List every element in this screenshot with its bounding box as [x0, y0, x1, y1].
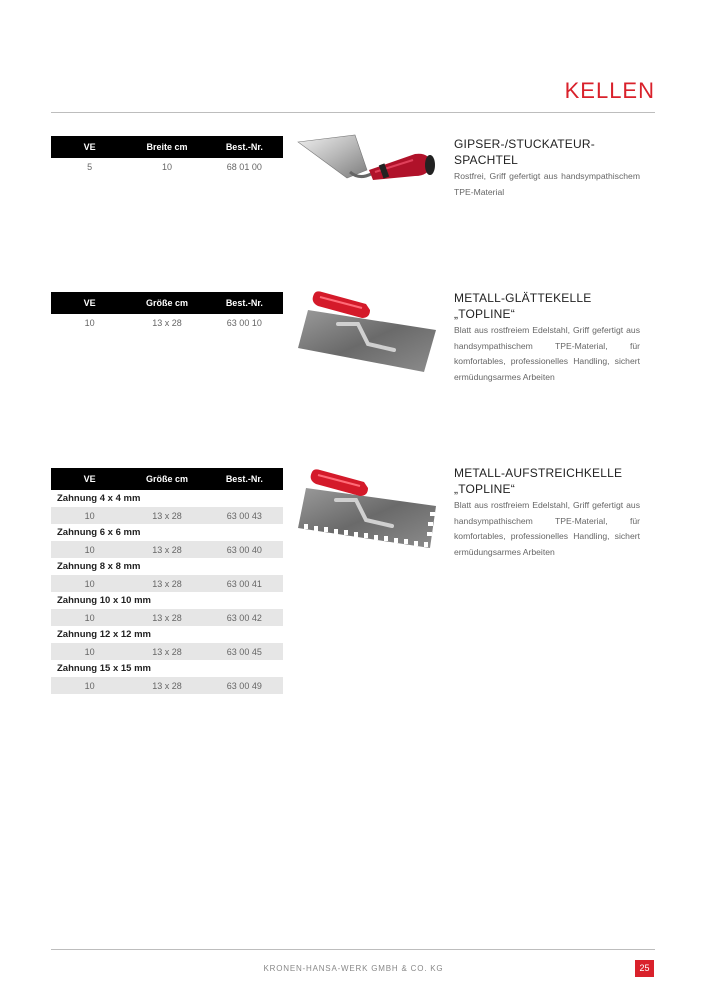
- cell-groesse: 13 x 28: [152, 578, 182, 589]
- product-title: [454, 136, 640, 168]
- product-title: [454, 465, 640, 497]
- page-title: KELLEN: [564, 78, 655, 103]
- footer-divider: [51, 949, 655, 950]
- cell-ve: 10: [84, 578, 95, 589]
- title-line: GIPSER-/STUCKATEUR-: [454, 137, 595, 151]
- cell-ve: 10: [84, 646, 95, 657]
- cell-groesse: 13 x 28: [152, 544, 182, 555]
- cell-best-nr: 68 01 00: [226, 161, 262, 172]
- cell-groesse: 13 x 28: [152, 317, 182, 328]
- col-best-nr: Best.-Nr.: [225, 142, 263, 152]
- col-best-nr: Best.-Nr.: [225, 298, 263, 308]
- title-line: „TOPLINE“: [454, 482, 515, 496]
- cell-groesse: 13 x 28: [152, 510, 182, 521]
- title-line: METALL-AUFSTREICHKELLE: [454, 466, 623, 480]
- group-label: Zahnung 12 x 12 mm: [57, 629, 151, 640]
- table-row: [51, 507, 283, 524]
- cell-ve: 10: [84, 612, 95, 623]
- cell-best-nr: 63 00 49: [226, 680, 262, 691]
- product-glaettekelle: [454, 290, 640, 385]
- cell-ve: 10: [84, 544, 95, 555]
- cell-best-nr: 63 00 40: [226, 544, 262, 555]
- table-header: [51, 136, 283, 158]
- col-ve: VE: [83, 142, 96, 152]
- header-divider: [51, 112, 655, 113]
- product-description: Rostfrei, Griff gefertigt aus handsympathischem TPE-Material: [454, 171, 640, 197]
- cell-best-nr: 63 00 45: [226, 646, 262, 657]
- table-row: [51, 609, 283, 626]
- col-groesse: Größe cm: [145, 298, 188, 308]
- cell-best-nr: 63 00 43: [226, 510, 262, 521]
- product-table-aufstreichkelle: [51, 468, 283, 694]
- col-best-nr: Best.-Nr.: [225, 474, 263, 484]
- cell-ve: 10: [84, 510, 95, 521]
- product-spachtel: [454, 136, 640, 200]
- product-table-glaettekelle: [51, 292, 283, 331]
- cell-best-nr: 63 00 10: [226, 317, 262, 328]
- aufstreichkelle-image: [296, 466, 446, 556]
- cell-ve: 10: [84, 317, 95, 328]
- table-row: [51, 158, 283, 175]
- page-number: 25: [635, 960, 654, 977]
- product-aufstreichkelle: [454, 465, 640, 560]
- col-breite: Breite cm: [146, 142, 188, 152]
- spachtel-image: [295, 132, 440, 192]
- cell-ve: 10: [84, 680, 95, 691]
- table-row: [51, 314, 283, 331]
- cell-breite: 10: [161, 161, 172, 172]
- col-ve: VE: [83, 474, 96, 484]
- table-header: [51, 292, 283, 314]
- table-row: [51, 575, 283, 592]
- group-label: Zahnung 10 x 10 mm: [57, 595, 151, 606]
- title-line: SPACHTEL: [454, 153, 519, 167]
- cell-groesse: 13 x 28: [152, 612, 182, 623]
- group-label: Zahnung 4 x 4 mm: [57, 493, 141, 504]
- table-row: [51, 643, 283, 660]
- cell-ve: 5: [87, 161, 93, 172]
- footer-company: KRONEN-HANSA-WERK GMBH & CO. KG: [263, 964, 444, 973]
- table-row: [51, 541, 283, 558]
- cell-best-nr: 63 00 42: [226, 612, 262, 623]
- group-label: Zahnung 6 x 6 mm: [57, 527, 141, 538]
- group-label: Zahnung 8 x 8 mm: [57, 561, 141, 572]
- product-title: METALL-GLÄTTEKELLE „TOPLINE“: [454, 291, 592, 321]
- table-row: [51, 677, 283, 694]
- product-description: Blatt aus rostfreiem Edelstahl, Griff gefertigt aus handsympathischem TPE-Material, für komfortables, professionelles Handling, sichert ermüdungsarmes Arbeiten: [454, 325, 640, 382]
- product-table-spachtel: [51, 136, 283, 175]
- col-ve: VE: [83, 298, 96, 308]
- cell-best-nr: 63 00 41: [226, 578, 262, 589]
- group-label: Zahnung 15 x 15 mm: [57, 663, 151, 674]
- cell-groesse: 13 x 28: [152, 646, 182, 657]
- cell-groesse: 13 x 28: [152, 680, 182, 691]
- col-groesse: Größe cm: [145, 474, 188, 484]
- glaettekelle-image: [296, 288, 446, 378]
- product-description: Blatt aus rostfreiem Edelstahl, Griff gefertigt aus handsympathischem TPE-Material, für komfortables, professionelles Handling, sichert ermüdungsarmes Arbeiten: [454, 500, 640, 557]
- table-header: [51, 468, 283, 490]
